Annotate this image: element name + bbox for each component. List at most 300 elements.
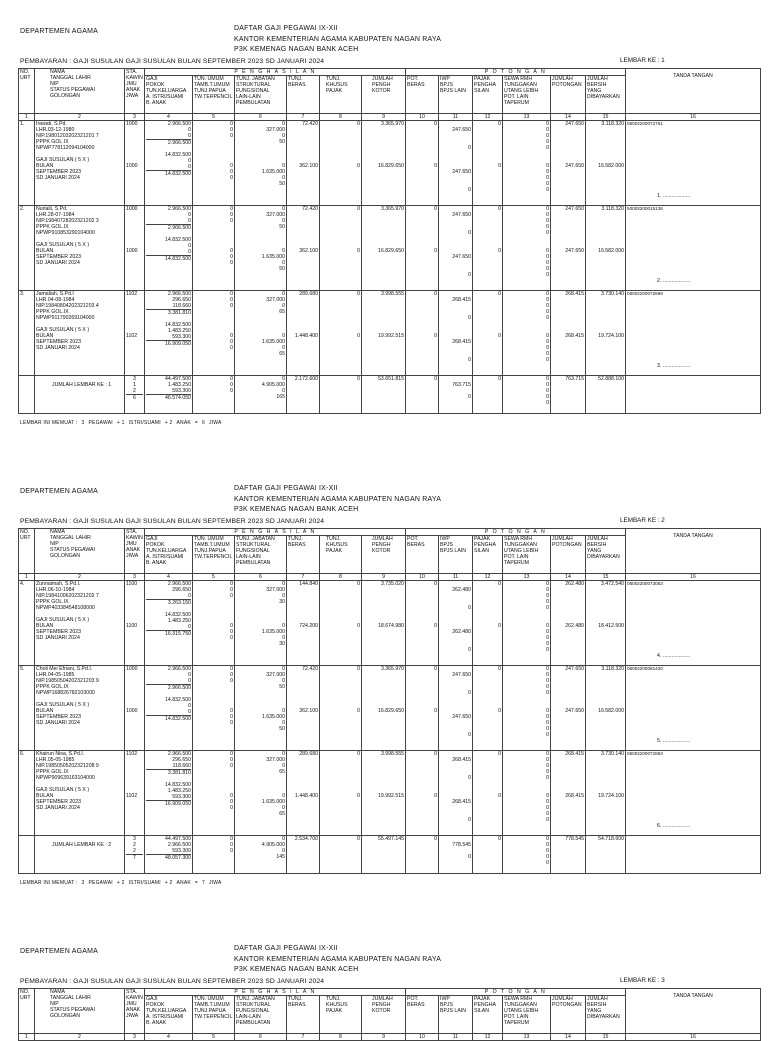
footer-token: PEGAWAI bbox=[88, 880, 113, 886]
cell-line: TW.TERPENCIL bbox=[194, 554, 233, 560]
cell-line: SILAN bbox=[474, 1008, 490, 1014]
amount: 0 bbox=[230, 842, 233, 848]
tun-umum-cell bbox=[193, 206, 235, 291]
col-number: 12 bbox=[473, 1034, 503, 1041]
cell-line: TUNJ.PAPUA bbox=[194, 548, 226, 554]
amount: 0 bbox=[230, 254, 233, 260]
footer-token: 3 bbox=[81, 420, 85, 426]
amount: 0 bbox=[188, 158, 191, 164]
amount: 0 bbox=[546, 732, 550, 738]
cell-line: POTONGAN bbox=[552, 542, 582, 548]
cell-line: NAMA bbox=[50, 69, 65, 75]
col-number: 5 bbox=[193, 1034, 235, 1041]
amount: 593.300 bbox=[146, 848, 191, 855]
amount: 1.483.250 bbox=[167, 328, 191, 334]
employee-detail: NPWP909639163104000 bbox=[36, 775, 95, 781]
cell-line: A. ISTRI/SUAMI bbox=[146, 554, 184, 560]
amount: 1.635.000 bbox=[261, 254, 285, 260]
amount: 50 bbox=[279, 684, 285, 690]
amount: 0 bbox=[546, 860, 550, 866]
cell-line: JUMLAH bbox=[587, 996, 608, 1002]
amount: 1.635.000 bbox=[261, 339, 285, 345]
gaji-cell bbox=[145, 581, 193, 666]
employee-status bbox=[125, 751, 145, 836]
amount: 1.635.000 bbox=[261, 629, 285, 635]
col-sta bbox=[125, 69, 145, 114]
amount: 0 bbox=[146, 249, 191, 256]
cell-line: STATUS PEGAWAI bbox=[50, 547, 95, 553]
cell-line: BPJS bbox=[440, 1002, 453, 1008]
beras-cell: 72.420 362.100 bbox=[287, 206, 320, 291]
total-kotor: 53.651.815 bbox=[362, 376, 406, 414]
employee-info bbox=[35, 751, 125, 836]
employee-row bbox=[19, 666, 761, 751]
amount: 593.300 bbox=[146, 794, 191, 801]
cell-line: TUN.KELUARGA bbox=[146, 548, 187, 554]
amount: 0 bbox=[546, 757, 550, 763]
col-number: 8 bbox=[320, 114, 362, 121]
cell-line: JUMLAH bbox=[372, 536, 393, 542]
col-number: 11 bbox=[439, 1034, 473, 1041]
kotor-cell: 3.365.970 16.829.650 bbox=[362, 206, 406, 291]
amount: 0 bbox=[230, 163, 233, 169]
total-beras: 2.172.600 bbox=[287, 376, 320, 414]
pajak-cell: 0 0 bbox=[473, 121, 503, 206]
col-number: 8 bbox=[320, 574, 362, 581]
amount: 0 bbox=[546, 121, 550, 127]
iwp-cell: 268.415 0 268.415 0 bbox=[439, 751, 473, 836]
khusus-cell: 0 0 bbox=[320, 751, 362, 836]
total-label: JUMLAH LEMBAR KE : 2 bbox=[35, 836, 125, 874]
susulan-detail: SEPTEMBER 2023 bbox=[36, 254, 81, 260]
cell-line: GAJI bbox=[146, 996, 158, 1002]
amount: 2.966.500 bbox=[167, 685, 191, 691]
khusus-cell: 0 0 bbox=[320, 206, 362, 291]
cell-line: TANGGAL LAHIR bbox=[50, 535, 91, 541]
amount: 0 bbox=[230, 339, 233, 345]
amount: 0 bbox=[546, 720, 550, 726]
cell-line: IWP bbox=[440, 76, 450, 82]
amount: 0 bbox=[282, 333, 285, 339]
employee-detail: Irawati, S.Pd. bbox=[36, 121, 67, 127]
employee-detail: Khairun Nisa, S.Pd.I. bbox=[36, 751, 85, 757]
cell-line: SEWA RMH bbox=[504, 76, 533, 82]
total-gaji bbox=[145, 376, 193, 414]
col-tun-umum bbox=[193, 76, 235, 114]
amount: 0 bbox=[146, 624, 191, 631]
col-number: 3 bbox=[125, 1034, 145, 1041]
cell-line: TUNJ. JABATAN bbox=[236, 76, 275, 82]
employee-info bbox=[35, 121, 125, 206]
col-tanda-tangan: TANDA TANGAN bbox=[626, 529, 761, 574]
amount: 0 bbox=[546, 266, 550, 272]
cell-line: TUNJ. bbox=[288, 536, 303, 542]
col-tun-jabatan bbox=[235, 536, 287, 574]
col-pot-beras bbox=[406, 76, 439, 114]
amount: 0 bbox=[230, 714, 233, 720]
col-pot-beras bbox=[406, 536, 439, 574]
amount: 0 bbox=[230, 581, 233, 587]
total-jumlah-potongan: 763.715 bbox=[551, 376, 586, 414]
amount: 30 bbox=[279, 599, 285, 605]
amount: 0 bbox=[282, 218, 285, 224]
cell-line: BPJS LAIN bbox=[440, 88, 466, 94]
susulan-detail: BULAN bbox=[36, 163, 54, 169]
amount: 0 bbox=[546, 145, 550, 151]
amount: 0 bbox=[230, 212, 233, 218]
employee-detail: PPPK GOL.IX bbox=[36, 309, 69, 315]
cell-line: NIP bbox=[50, 1001, 59, 1007]
susulan-detail: SD JANUARI 2024 bbox=[36, 260, 80, 266]
cell-line: JUMLAH bbox=[552, 76, 573, 82]
cell-line: NIP bbox=[50, 81, 59, 87]
amount: 0 bbox=[188, 243, 191, 249]
amount: 0 bbox=[546, 315, 550, 321]
amount: 0 bbox=[230, 260, 233, 266]
cell-line: KAWIN bbox=[126, 535, 143, 541]
amount: 0 bbox=[282, 121, 285, 127]
col-number: 1 bbox=[19, 1034, 35, 1041]
col-potongan: P O T O N G A N bbox=[406, 69, 626, 76]
total-sewa bbox=[503, 376, 551, 414]
amount: 0 bbox=[546, 254, 550, 260]
col-tun-jabatan bbox=[235, 996, 287, 1034]
footer-token: ANAK bbox=[176, 880, 191, 886]
footer-token: 6 bbox=[202, 420, 206, 426]
col-penghasilan: P E N G H A S I L A N bbox=[145, 69, 406, 76]
col-number: 16 bbox=[626, 114, 761, 121]
amount: 327.000 bbox=[266, 672, 285, 678]
amount: 0 bbox=[230, 297, 233, 303]
amount: 0 bbox=[546, 751, 550, 757]
col-number: 13 bbox=[503, 1034, 551, 1041]
employee-detail: LHR.28-07-1984 bbox=[36, 212, 75, 218]
cell-line: TUN. UMUM bbox=[194, 76, 224, 82]
amount: 0 bbox=[546, 726, 550, 732]
employee-no: 3. bbox=[19, 291, 35, 376]
amount: 44.497.500 bbox=[165, 836, 191, 842]
account-number: 06002200072863 bbox=[627, 751, 663, 756]
amount: 65 bbox=[279, 811, 285, 817]
col-pot-beras bbox=[406, 996, 439, 1034]
status-code: 1100 bbox=[126, 581, 138, 587]
employee-row bbox=[19, 291, 761, 376]
amount: 0 bbox=[230, 799, 233, 805]
amount: 0 bbox=[230, 175, 233, 181]
footer-token: JIWA bbox=[209, 880, 222, 886]
amount: 0 bbox=[230, 587, 233, 593]
cell-line: KHUSUS bbox=[326, 542, 348, 548]
amount: 0 bbox=[230, 629, 233, 635]
amount: 0 bbox=[546, 593, 550, 599]
amount: 0 bbox=[546, 678, 550, 684]
cell-line: TAPERUM bbox=[504, 560, 529, 566]
employee-detail: NIP.19840728202321202 3 bbox=[36, 218, 99, 224]
total-khusus: 0 bbox=[320, 836, 362, 874]
cell-line: BPJS LAIN bbox=[440, 548, 466, 554]
kotor-cell: 3.998.555 19.992.515 bbox=[362, 751, 406, 836]
col-penghasilan: P E N G H A S I L A N bbox=[145, 989, 406, 996]
total-tun-jabatan bbox=[235, 376, 287, 414]
jumlah-potongan-cell: 247.650 247.650 bbox=[551, 206, 586, 291]
amount: 0 bbox=[282, 345, 285, 351]
cell-line: DIBAYARKAN bbox=[587, 94, 620, 100]
cell-line: BERSIH bbox=[587, 1002, 607, 1008]
col-nama bbox=[35, 529, 125, 574]
susulan-detail: GAJI SUSULAN ( 5 X ) bbox=[36, 787, 90, 793]
cell-line: ANAK bbox=[126, 547, 141, 553]
total-kotor: 55.497.145 bbox=[362, 836, 406, 874]
employee-detail: LHR.06-10-1984 bbox=[36, 587, 75, 593]
col-bersih bbox=[586, 996, 626, 1034]
amount: 0 bbox=[546, 357, 550, 363]
amount: 0 bbox=[146, 709, 191, 716]
tun-jabatan-cell bbox=[235, 666, 287, 751]
total-status: 3 2 2 7 bbox=[125, 836, 145, 874]
amount: 0 bbox=[546, 181, 550, 187]
amount: 0 bbox=[230, 133, 233, 139]
cell-line: GOLONGAN bbox=[50, 553, 80, 559]
pot-beras-cell: 0 0 bbox=[406, 291, 439, 376]
employee-info bbox=[35, 291, 125, 376]
col-number: 13 bbox=[503, 574, 551, 581]
cell-line: SILAN bbox=[474, 88, 490, 94]
total-khusus: 0 bbox=[320, 376, 362, 414]
cell-line: TUNGGAKAN bbox=[504, 1002, 537, 1008]
tun-jabatan-cell bbox=[235, 291, 287, 376]
pajak-cell: 0 0 bbox=[473, 206, 503, 291]
cell-line: STA. bbox=[126, 529, 138, 535]
pot-beras-cell: 0 0 bbox=[406, 121, 439, 206]
col-penghasilan: P E N G H A S I L A N bbox=[145, 529, 406, 536]
account-number: 06002200072751 bbox=[627, 121, 663, 126]
susulan-detail: SD JANUARI 2024 bbox=[36, 635, 80, 641]
susulan-detail: BULAN bbox=[36, 248, 54, 254]
amount: 0 bbox=[282, 720, 285, 726]
col-tun-umum bbox=[193, 996, 235, 1034]
total-pajak: 0 bbox=[473, 836, 503, 874]
beras-cell: 289.680 1.448.400 bbox=[287, 751, 320, 836]
cell-line: DIBAYARKAN bbox=[587, 1014, 620, 1020]
amount: 14.832.500 bbox=[165, 256, 191, 262]
col-number: 14 bbox=[551, 1034, 586, 1041]
amount: 0 bbox=[230, 635, 233, 641]
kotor-cell: 3.998.555 19.992.515 bbox=[362, 291, 406, 376]
cell-line: UTANG LEBIH bbox=[504, 548, 539, 554]
total-pot-beras: 0 bbox=[406, 836, 439, 874]
amount: 0 bbox=[230, 593, 233, 599]
total-pot-beras: 0 bbox=[406, 376, 439, 414]
cell-line: KOTOR bbox=[372, 548, 391, 554]
cell-line: IWP bbox=[440, 996, 450, 1002]
cell-line: STRUKTURAL bbox=[236, 1002, 271, 1008]
cell-line: BPJS LAIN bbox=[440, 1008, 466, 1014]
amount: 0 bbox=[546, 351, 550, 357]
cell-line: GAJI bbox=[146, 76, 158, 82]
amount: 2.966.500 bbox=[167, 206, 191, 212]
payment-description: PEMBAYARAN : GAJI SUSULAN GAJI SUSULAN BULAN SEPTEMBER 2023 SD JANUARI 2024 bbox=[20, 518, 325, 525]
employee-detail: Jamaliah, S.Pd.I bbox=[36, 291, 74, 297]
amount: 0 bbox=[546, 133, 550, 139]
payment-description: PEMBAYARAN : GAJI SUSULAN GAJI SUSULAN BULAN SEPTEMBER 2023 SD JANUARI 2024 bbox=[20, 978, 325, 985]
tun-umum-cell bbox=[193, 291, 235, 376]
col-number: 1 bbox=[19, 574, 35, 581]
col-pajak bbox=[473, 996, 503, 1034]
col-number: 9 bbox=[362, 574, 406, 581]
cell-line: A. ISTRI/SUAMI bbox=[146, 1014, 184, 1020]
sewa-cell bbox=[503, 581, 551, 666]
amount: 0 bbox=[546, 400, 550, 406]
department-label: DEPARTEMEN AGAMA bbox=[20, 28, 99, 35]
total-tun-umum bbox=[193, 836, 235, 874]
status-code: 1000 bbox=[126, 708, 138, 714]
col-number: 15 bbox=[586, 114, 626, 121]
cell-line: TUN. UMUM bbox=[194, 536, 224, 542]
cell-line: PEMBULATAN bbox=[236, 560, 271, 566]
cell-line: POKOK bbox=[146, 82, 165, 88]
amount: 30 bbox=[279, 641, 285, 647]
amount: 0 bbox=[282, 678, 285, 684]
amount: 0 bbox=[546, 623, 550, 629]
iwp-cell: 247.650 0 247.650 0 bbox=[439, 666, 473, 751]
cell-line: STA. bbox=[126, 69, 138, 75]
col-number: 11 bbox=[439, 114, 473, 121]
employee-detail: Zunnaimah, S.Pd.I. bbox=[36, 581, 81, 587]
footer-token: ISTRI/SUAMI bbox=[128, 880, 161, 886]
amount: 0 bbox=[188, 672, 191, 678]
footer-token: + 2 bbox=[116, 880, 125, 886]
col-tun-jabatan bbox=[235, 76, 287, 114]
signature-line: 2. ................... bbox=[657, 278, 691, 284]
amount: 0 bbox=[230, 303, 233, 309]
amount: 296.650 bbox=[172, 757, 191, 763]
col-number: 2 bbox=[35, 114, 125, 121]
pajak-cell: 0 0 bbox=[473, 581, 503, 666]
col-gaji bbox=[145, 996, 193, 1034]
amount: 0 bbox=[546, 817, 550, 823]
col-number: 5 bbox=[193, 114, 235, 121]
col-number: 15 bbox=[586, 574, 626, 581]
cell-line: TUNJ. JABATAN bbox=[236, 536, 275, 542]
total-row bbox=[19, 376, 761, 414]
cell-line: TUNJ.PAPUA bbox=[194, 88, 226, 94]
jumlah-potongan-cell: 247.650 247.650 bbox=[551, 121, 586, 206]
amount: 0 bbox=[188, 703, 191, 709]
col-number: 12 bbox=[473, 574, 503, 581]
amount: 0 bbox=[230, 376, 233, 382]
col-number: 14 bbox=[551, 574, 586, 581]
gaji-cell bbox=[145, 206, 193, 291]
cell-line: JUMLAH bbox=[372, 996, 393, 1002]
amount: 0 bbox=[146, 593, 191, 600]
signature-line: 3. ................... bbox=[657, 363, 691, 369]
gaji-cell bbox=[145, 666, 193, 751]
amount: 0 bbox=[546, 248, 550, 254]
susulan-detail: SEPTEMBER 2023 bbox=[36, 714, 81, 720]
kotor-cell: 3.365.970 16.829.650 bbox=[362, 121, 406, 206]
employee-detail: NPWP168826782103000 bbox=[36, 690, 95, 696]
sheet-footer bbox=[20, 420, 226, 426]
cell-line: JUMLAH bbox=[552, 536, 573, 542]
tun-jabatan-cell bbox=[235, 751, 287, 836]
col-sewa bbox=[503, 996, 551, 1034]
amount: 0 bbox=[546, 394, 550, 400]
employee-row bbox=[19, 581, 761, 666]
amount: 0 bbox=[546, 303, 550, 309]
cell-line: ANAK bbox=[126, 87, 141, 93]
cell-line: B. ANAK bbox=[146, 100, 167, 106]
amount: 16.909.050 bbox=[165, 801, 191, 807]
cell-line: LAIN-LAIN bbox=[236, 1014, 261, 1020]
amount: 0 bbox=[230, 678, 233, 684]
col-number: 5 bbox=[193, 574, 235, 581]
cell-line: TUN. UMUM bbox=[194, 996, 224, 1002]
cell-line: FUNGSIONAL bbox=[236, 1008, 270, 1014]
pot-beras-cell: 0 0 bbox=[406, 666, 439, 751]
col-number: 3 bbox=[125, 574, 145, 581]
status-code: 1102 bbox=[126, 291, 138, 297]
cell-line: PEMBULATAN bbox=[236, 100, 271, 106]
signature-cell bbox=[626, 206, 761, 291]
amount: 3.381.810 bbox=[167, 770, 191, 776]
iwp-cell: 247.650 0 247.650 0 bbox=[439, 121, 473, 206]
cell-line: POT. LAIN bbox=[504, 554, 529, 560]
bersih-cell: 3.472.540 18.412.500 bbox=[586, 581, 626, 666]
cell-line: PAJAK bbox=[326, 548, 343, 554]
cell-line: TUNGGAKAN bbox=[504, 542, 537, 548]
employee-info bbox=[35, 666, 125, 751]
amount: 14.832.500 bbox=[165, 237, 191, 243]
cell-line: SEWA RMH bbox=[504, 536, 533, 542]
cell-line: JUMLAH bbox=[587, 536, 608, 542]
col-kotor bbox=[362, 996, 406, 1034]
cell-line: TUNJ. JABATAN bbox=[236, 996, 275, 1002]
col-number: 2 bbox=[35, 574, 125, 581]
total-iwp: 778.545 0 bbox=[439, 836, 473, 874]
employee-no: 1. bbox=[19, 121, 35, 206]
amount: 145 bbox=[276, 854, 285, 860]
col-nama bbox=[35, 989, 125, 1034]
gaji-cell bbox=[145, 121, 193, 206]
col-number: 11 bbox=[439, 574, 473, 581]
amount: 1.635.000 bbox=[261, 169, 285, 175]
status-code: 1000 bbox=[126, 248, 138, 254]
sheet-number: LEMBAR KE : 3 bbox=[620, 977, 665, 984]
amount: 2.966.500 bbox=[167, 751, 191, 757]
sewa-cell bbox=[503, 291, 551, 376]
tun-umum-cell bbox=[193, 121, 235, 206]
amount: 0 bbox=[546, 212, 550, 218]
amount: 0 bbox=[546, 629, 550, 635]
account-number: 06002200081420 bbox=[627, 666, 663, 671]
amount: 0 bbox=[282, 260, 285, 266]
sheet-title: DAFTAR GAJI PEGAWAI IX-XII KANTOR KEMENTERIAN AGAMA KABUPATEN NAGAN RAYA P3K KEMENAG NAGAN BANK ACEH bbox=[234, 25, 442, 53]
cell-line: KAWIN bbox=[126, 995, 143, 1001]
department-label: DEPARTEMEN AGAMA bbox=[20, 488, 99, 495]
col-number: 6 bbox=[235, 114, 287, 121]
col-number: 6 bbox=[235, 574, 287, 581]
susulan-detail: SD JANUARI 2024 bbox=[36, 805, 80, 811]
susulan-detail: SD JANUARI 2024 bbox=[36, 175, 80, 181]
amount: 0 bbox=[546, 647, 550, 653]
cell-line: B. ANAK bbox=[146, 560, 167, 566]
bersih-cell: 3.118.320 16.582.000 bbox=[586, 121, 626, 206]
employee-status bbox=[125, 666, 145, 751]
employee-detail: NPWP403384548108000 bbox=[36, 605, 95, 611]
account-number: 06002200073053 bbox=[627, 581, 663, 586]
iwp-cell: 268.415 0 268.415 0 bbox=[439, 291, 473, 376]
susulan-detail: GAJI SUSULAN ( 5 X ) bbox=[36, 702, 90, 708]
